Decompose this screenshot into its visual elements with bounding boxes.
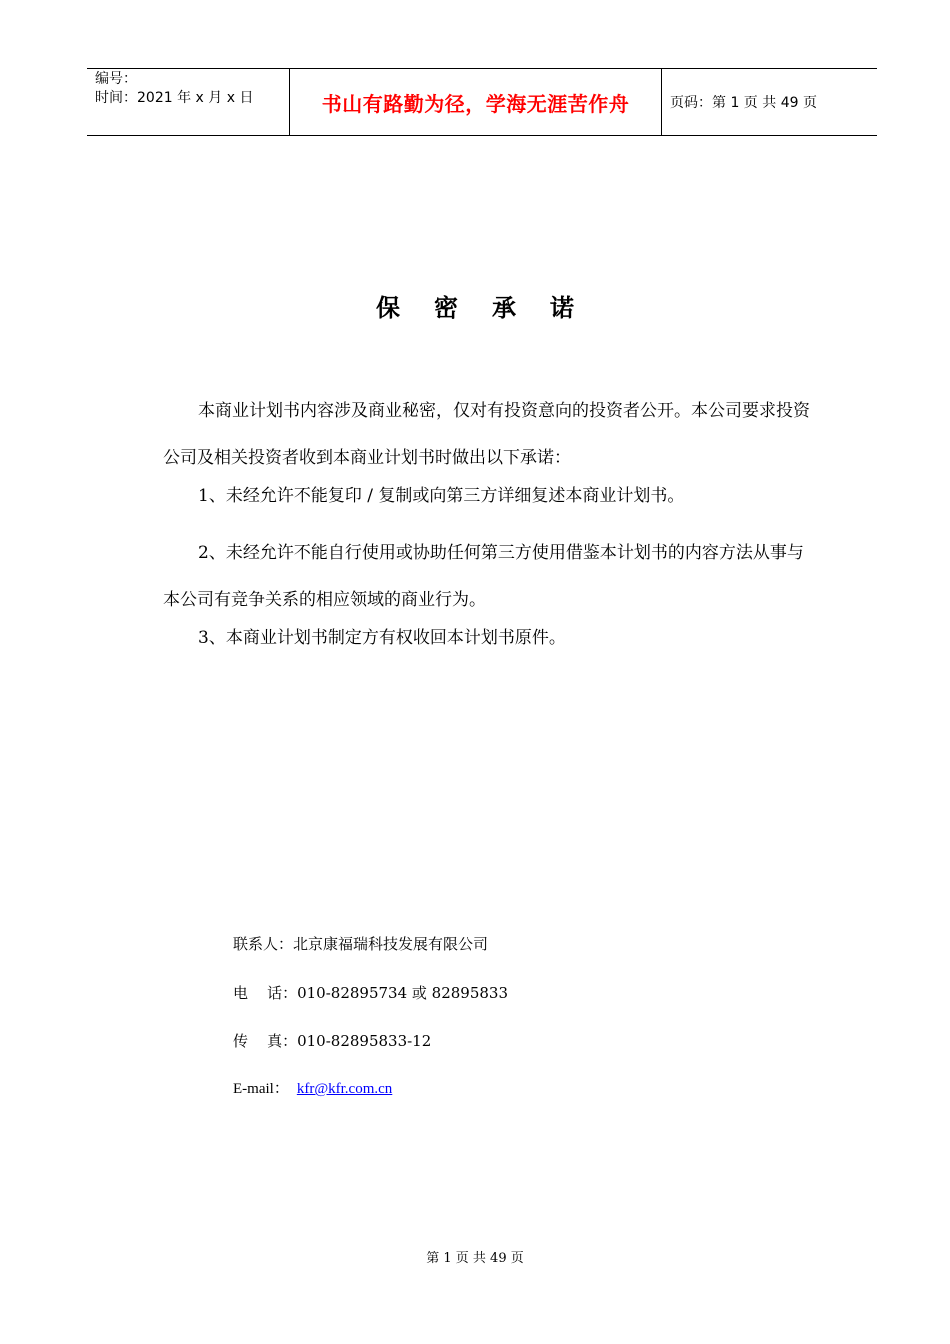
commitment-item-3: 3、本商业计划书制定方有权收回本计划书原件。 [198, 628, 566, 648]
intro-paragraph: 本商业计划书内容涉及商业秘密，仅对有投资意向的投资者公开。本公司要求投资公司及相关投资者收到本商业计划书时做出以下承诺： [163, 401, 810, 468]
page-footer: 第 1 页 共 49 页 [426, 1251, 524, 1266]
header-motto: 书山有路勤为径，学海无涯苦作舟 [321, 91, 630, 116]
commitment-item-2: 2、未经允许不能自行使用或协助任何第三方使用借鉴本计划书的内容方法从事与本公司有竞争关系的相应领域的商业行为。 [163, 543, 804, 610]
document-header [87, 68, 877, 136]
header-page-cell [662, 69, 877, 135]
commitment-item-1: 1、未经允许不能复印 / 复制或向第三方详细复述本商业计划书。 [198, 486, 685, 506]
document-title: 保密承诺 [376, 293, 608, 322]
email-link[interactable]: kfr@kfr.com.cn [296, 1081, 393, 1097]
contact-email-row [233, 1078, 392, 1099]
header-number: 编号： [95, 71, 137, 87]
contact-phone: 电 话：010-82895734 或 82895833 [233, 984, 509, 1002]
header-meta [87, 69, 289, 135]
header-time: 时间：2021 年 x 月 x 日 [95, 90, 254, 106]
header-page-info: 页码：第 1 页 共 49 页 [670, 95, 817, 111]
contact-person: 联系人：北京康福瑞科技发展有限公司 [233, 935, 489, 953]
contact-fax: 传 真：010-82895833-12 [233, 1032, 432, 1050]
email-label: E-mail： [233, 1081, 289, 1097]
header-motto-cell [289, 69, 662, 135]
